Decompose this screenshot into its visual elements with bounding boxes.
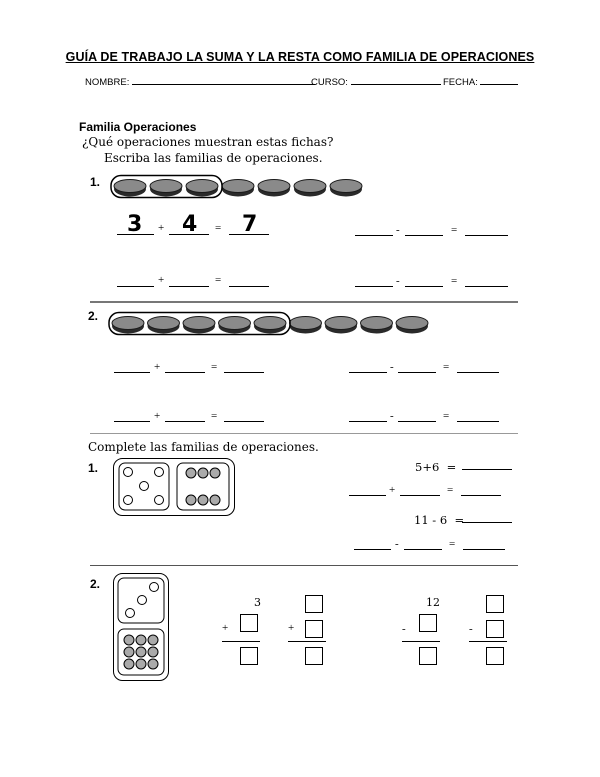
answer-box[interactable] bbox=[305, 620, 323, 638]
section-question: ¿Qué operaciones muestran estas fichas? bbox=[82, 135, 334, 149]
chip bbox=[112, 317, 144, 334]
domino-5-6 bbox=[113, 458, 235, 516]
section-divider bbox=[90, 433, 518, 434]
plus-sign: + bbox=[158, 274, 165, 286]
sum-line bbox=[288, 641, 326, 642]
minus-sign: - bbox=[390, 361, 394, 373]
minus-sign: - bbox=[396, 224, 400, 236]
plus-sign: + bbox=[154, 361, 161, 373]
answer-blank[interactable] bbox=[457, 372, 499, 373]
answer-blank[interactable] bbox=[229, 234, 269, 235]
fecha-field bbox=[443, 75, 518, 88]
exercise-1-number: 1. bbox=[90, 175, 101, 189]
minus-sign: - bbox=[390, 410, 394, 422]
answer-box[interactable] bbox=[419, 647, 437, 665]
plus-sign: + bbox=[222, 622, 229, 634]
answer-blank[interactable] bbox=[117, 286, 154, 287]
exercise-4-number: 2. bbox=[90, 577, 101, 591]
answer-blank[interactable] bbox=[461, 495, 501, 496]
chip bbox=[325, 317, 357, 334]
chip bbox=[186, 180, 218, 197]
answer-blank[interactable] bbox=[462, 469, 512, 470]
answer-blank[interactable] bbox=[117, 234, 154, 235]
answer-box[interactable] bbox=[419, 614, 437, 632]
answer-blank[interactable] bbox=[224, 372, 264, 373]
curso-line[interactable] bbox=[351, 75, 441, 85]
chip bbox=[254, 317, 286, 334]
answer-blank[interactable] bbox=[463, 549, 505, 550]
exercise-3-number: 1. bbox=[88, 461, 99, 475]
sum-line bbox=[222, 641, 260, 642]
equals-sign: = bbox=[447, 484, 454, 496]
answer-box[interactable] bbox=[486, 647, 504, 665]
plus-sign: + bbox=[154, 410, 161, 422]
exercise-2-number: 2. bbox=[88, 309, 99, 323]
answer-box[interactable] bbox=[240, 614, 258, 632]
answer-blank[interactable] bbox=[114, 372, 150, 373]
answer-box[interactable] bbox=[486, 620, 504, 638]
answer-blank[interactable] bbox=[229, 286, 269, 287]
chip bbox=[396, 317, 428, 334]
domino-3-9 bbox=[113, 573, 169, 681]
chip bbox=[294, 180, 326, 197]
handwritten-addend-a: 3 bbox=[127, 212, 143, 237]
difference-line bbox=[402, 641, 440, 642]
chip bbox=[290, 317, 322, 334]
equals-sign: = bbox=[443, 410, 450, 422]
handwritten-addend-b: 4 bbox=[182, 212, 198, 237]
chip bbox=[219, 317, 251, 334]
answer-blank[interactable] bbox=[457, 421, 499, 422]
answer-blank[interactable] bbox=[349, 495, 386, 496]
chip bbox=[148, 317, 180, 334]
equals-sign: = bbox=[443, 361, 450, 373]
chip bbox=[258, 180, 290, 197]
minus-sign: - bbox=[395, 538, 399, 550]
nombre-line[interactable] bbox=[132, 75, 315, 85]
equation-11-minus-6: 11 - 6 = bbox=[414, 513, 465, 527]
handwritten-sum: 7 bbox=[242, 212, 258, 237]
plus-sign: + bbox=[158, 222, 165, 234]
answer-box[interactable] bbox=[305, 647, 323, 665]
chip-row-1 bbox=[110, 174, 380, 200]
equals-sign: = bbox=[215, 222, 222, 234]
chip bbox=[183, 317, 215, 334]
answer-blank[interactable] bbox=[169, 234, 209, 235]
fecha-label: FECHA: bbox=[443, 77, 478, 88]
chip bbox=[361, 317, 393, 334]
answer-blank[interactable] bbox=[398, 372, 436, 373]
plus-sign: + bbox=[389, 484, 396, 496]
answer-blank[interactable] bbox=[349, 421, 387, 422]
answer-blank[interactable] bbox=[465, 286, 508, 287]
section-2-instruction: Complete las familias de operaciones. bbox=[88, 440, 319, 454]
chip-row-2 bbox=[108, 311, 438, 337]
answer-blank[interactable] bbox=[169, 286, 209, 287]
section-divider bbox=[90, 565, 518, 566]
chip bbox=[222, 180, 254, 197]
equals-sign: = bbox=[215, 274, 222, 286]
equals-sign: = bbox=[449, 538, 456, 550]
answer-box[interactable] bbox=[305, 595, 323, 613]
answer-blank[interactable] bbox=[405, 286, 443, 287]
answer-blank[interactable] bbox=[354, 549, 391, 550]
curso-field bbox=[311, 75, 441, 88]
answer-blank[interactable] bbox=[114, 421, 150, 422]
equals-sign: = bbox=[451, 224, 458, 236]
answer-blank[interactable] bbox=[405, 235, 443, 236]
answer-box[interactable] bbox=[240, 647, 258, 665]
answer-blank[interactable] bbox=[355, 286, 393, 287]
answer-blank[interactable] bbox=[398, 421, 436, 422]
curso-label: CURSO: bbox=[311, 77, 348, 88]
nombre-field bbox=[85, 75, 315, 88]
answer-blank[interactable] bbox=[349, 372, 387, 373]
addend-top-3: 3 bbox=[254, 596, 261, 609]
answer-blank[interactable] bbox=[465, 235, 508, 236]
answer-blank[interactable] bbox=[400, 495, 440, 496]
equals-sign: = bbox=[211, 361, 218, 373]
minus-sign: - bbox=[469, 623, 473, 635]
answer-blank[interactable] bbox=[355, 235, 393, 236]
fecha-line[interactable] bbox=[480, 75, 518, 85]
minuend-top-12: 12 bbox=[426, 596, 440, 609]
equation-5-plus-6: 5+6 = bbox=[415, 460, 457, 474]
chip bbox=[150, 180, 182, 197]
section-title: Familia Operaciones bbox=[79, 120, 197, 134]
minus-sign: - bbox=[402, 623, 406, 635]
equals-sign: = bbox=[451, 275, 458, 287]
answer-blank[interactable] bbox=[404, 549, 442, 550]
answer-blank[interactable] bbox=[165, 372, 205, 373]
plus-sign: + bbox=[288, 622, 295, 634]
section-instruction: Escriba las familias de operaciones. bbox=[104, 151, 323, 165]
answer-blank[interactable] bbox=[224, 421, 264, 422]
answer-box[interactable] bbox=[486, 595, 504, 613]
answer-blank[interactable] bbox=[165, 421, 205, 422]
section-divider bbox=[90, 301, 518, 303]
answer-blank[interactable] bbox=[462, 522, 512, 523]
equals-sign: = bbox=[211, 410, 218, 422]
chip bbox=[114, 180, 146, 197]
chip bbox=[330, 180, 362, 197]
minus-sign: - bbox=[396, 275, 400, 287]
worksheet-title: GUÍA DE TRABAJO LA SUMA Y LA RESTA COMO FAMILIA DE OPERACIONES bbox=[65, 50, 535, 64]
difference-line bbox=[469, 641, 507, 642]
nombre-label: NOMBRE: bbox=[85, 77, 130, 88]
